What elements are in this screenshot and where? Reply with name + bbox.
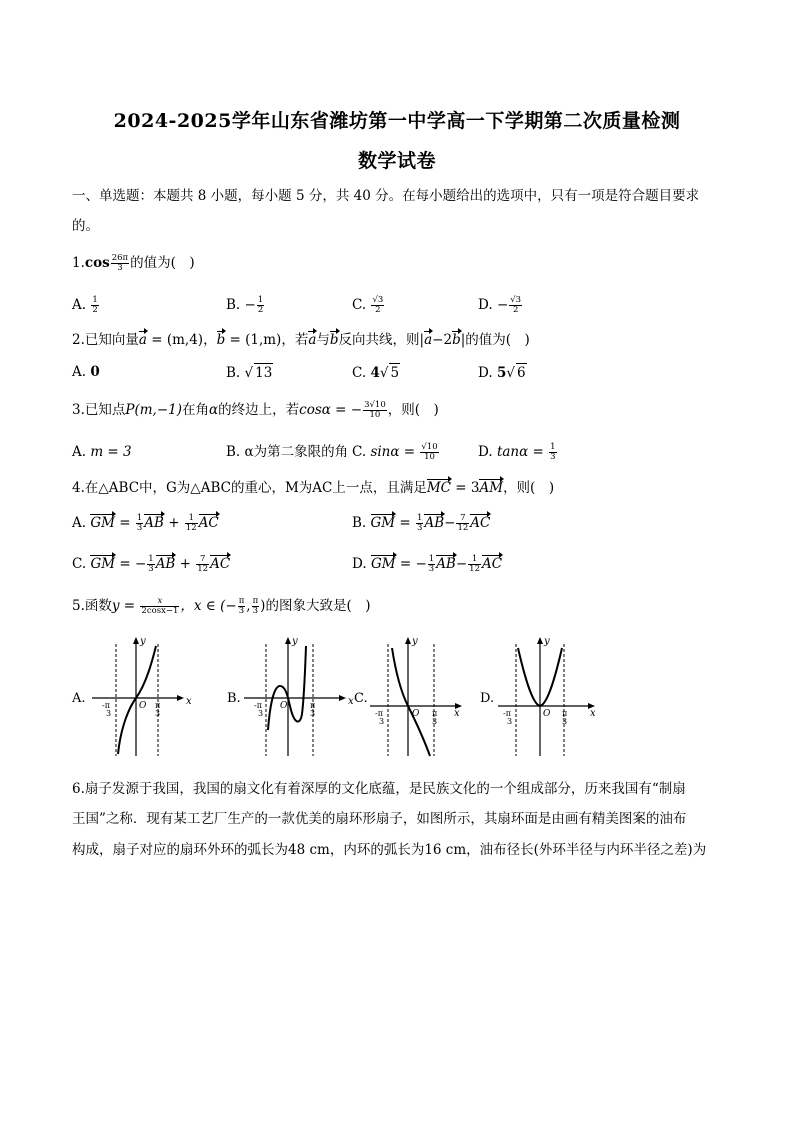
question-6-line1: 6.扇子发源于我国，我国的扇文化有着深厚的文化底蕴，是民族文化的一个组成部分，历来我国有“制扇 (72, 781, 686, 797)
svg-text:O: O (412, 709, 420, 719)
svg-text:3: 3 (258, 709, 264, 718)
q5-graph-label-a: A. (72, 691, 86, 706)
svg-text:-π: -π (375, 709, 383, 718)
q3-option-c: C. sinα = $\frac{√10}{10}$ (352, 442, 438, 462)
svg-text:3: 3 (432, 717, 438, 726)
q2-option-d: D. 5√ 6 (478, 365, 526, 381)
svg-text:π: π (432, 709, 438, 718)
q1-option-d: D. − $\frac{√3}{2}$ (478, 295, 522, 315)
question-5: 5.函数y = $\frac{x}{2\cos x-1}$ ，x ∈ (− $\frac{\pi}{3}$ , $\frac{\pi}{3}$ )的图象大致是( ) (72, 596, 371, 616)
q5-graph-d (494, 634, 599, 759)
q1-option-b: B. − $\frac{1}{2}$ (226, 295, 264, 315)
q5-graph-a (88, 634, 192, 759)
exam-title: 2024-2025学年山东省潍坊第一中学高一下学期第二次质量检测 (113, 110, 681, 132)
tick-neg-pi-3: -π (102, 701, 110, 710)
x-label: x (186, 696, 192, 707)
y-axis-arrow (133, 637, 139, 644)
curve (392, 648, 430, 756)
q1-fraction: $\frac{26\pi}{3}$ (111, 253, 129, 273)
q5-graph-c (366, 634, 466, 759)
tick-pi-3: π (155, 701, 161, 710)
q4-option-a: A. GM = $\frac{1}{3}$ AB + $\frac{1}{12}$ AC (72, 513, 219, 533)
q5-graph-label-d: D. (480, 691, 495, 706)
y-label: y (140, 636, 146, 647)
svg-text:y: y (412, 636, 418, 647)
tick-neg-den: 3 (106, 709, 112, 718)
svg-text:-π: -π (503, 709, 511, 718)
q2-option-a: A. 0 (72, 364, 100, 380)
question-2: 2.已知向量a = (m,4)，b = (1,m)，若a与b反向共线，则|a−2b|的值为( ) (72, 332, 530, 348)
svg-text:x: x (590, 708, 596, 719)
curve (118, 646, 156, 754)
svg-text:π: π (310, 701, 316, 710)
x-axis-arrow (177, 695, 184, 701)
question-6-line2: 王国”之称．现有某工艺厂生产的一款优美的扇环形扇子，如图所示，其扇环面是由画有精美图案的油布 (72, 811, 687, 827)
question-1: 1.cos $\frac{26\pi}{3}$ 的值为( ) (72, 253, 195, 273)
q5-graph-label-b: B. (227, 691, 241, 706)
q5-graph-b (240, 634, 354, 759)
svg-text:3: 3 (507, 717, 513, 726)
exam-subtitle: 数学试卷 (357, 150, 436, 172)
section-heading-line1: 一、单选题：本题共 8 小题，每小题 5 分，共 40 分。在每小题给出的选项中，只有一项是符合题目要求 (72, 188, 700, 204)
curve (268, 646, 306, 730)
tick-den: 3 (155, 709, 161, 718)
q2-option-c: C. 4√ 5 (352, 365, 400, 381)
q5-graph-label-c: C. (354, 691, 368, 706)
q4-option-c: C. GM = − $\frac{1}{3}$ AB + $\frac{7}{12}$ AC (72, 554, 231, 574)
svg-text:π: π (562, 709, 568, 718)
q1-option-a: A. $\frac{1}{2}$ (72, 295, 98, 315)
svg-text:x: x (348, 696, 354, 707)
svg-text:3: 3 (310, 709, 316, 718)
q3-option-b: B. α为第二象限的角 (226, 444, 349, 460)
svg-text:-π: -π (254, 701, 262, 710)
svg-text:O: O (280, 701, 288, 711)
q4-option-d: D. GM = − $\frac{1}{3}$ AB− $\frac{1}{12}$ AC (352, 554, 503, 574)
svg-text:y: y (292, 636, 298, 647)
question-6-line3: 构成，扇子对应的扇环外环的弧长为48 cm，内环的弧长为16 cm，油布径长(外环半径与内环半径之差)为 (72, 842, 707, 858)
section-heading-line2: 的。 (72, 218, 99, 234)
svg-text:x: x (454, 708, 460, 719)
q1-option-c: C. $\frac{√3}{2}$ (352, 295, 384, 315)
svg-text:O: O (543, 709, 551, 719)
svg-text:3: 3 (562, 717, 568, 726)
origin-label: O (139, 701, 147, 711)
svg-text:y: y (544, 636, 550, 647)
q3-option-a: A. m = 3 (72, 444, 132, 460)
q2-option-b: B. √ 13 (226, 365, 273, 381)
question-4: 4.在△ABC中，G为△ABC的重心，M为AC上一点，且满足MC = 3AM，则( ) (72, 480, 555, 496)
q3-option-d: D. tanα = $\frac{1}{3}$ (478, 442, 556, 462)
question-3: 3.已知点P(m,−1)在角α的终边上，若cosα = − $\frac{3√10}{10}$ ，则( ) (72, 400, 439, 420)
svg-text:3: 3 (379, 717, 385, 726)
q4-option-b: B. GM = $\frac{1}{3}$ AB− $\frac{7}{12}$ AC (352, 513, 491, 533)
